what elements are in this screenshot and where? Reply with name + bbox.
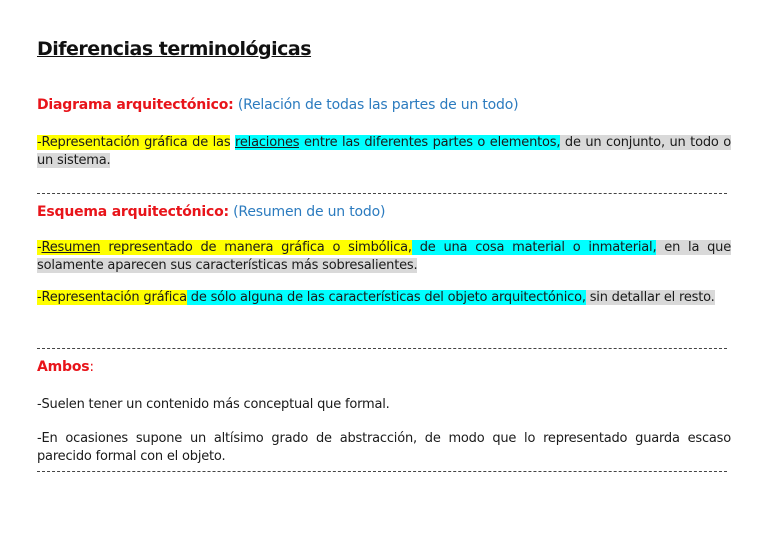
highlight-cyan-text: de una cosa material o inmaterial,	[411, 240, 657, 255]
highlight-yellow-text: -Representación gráfica	[37, 290, 187, 305]
both-term: Ambos	[37, 359, 90, 375]
both-point-1: -Suelen tener un contenido más conceptual que formal.	[37, 397, 390, 412]
dashed-divider	[37, 193, 727, 194]
diagram-definition	[37, 134, 731, 170]
highlight-yellow-text: representado de manera gráfica o simbólica,	[100, 240, 412, 255]
scheme-term: Esquema arquitectónico	[37, 204, 224, 220]
scheme-heading	[37, 204, 385, 220]
highlight-yellow-text: Resumen	[41, 240, 101, 255]
diagram-colon: :	[228, 97, 234, 113]
highlight-cyan-text: entre las diferentes partes o elementos,	[299, 135, 561, 150]
diagram-term: Diagrama arquitectónico	[37, 97, 229, 113]
highlight-cyan-text: relaciones	[235, 135, 300, 150]
both-heading	[37, 359, 94, 375]
highlight-yellow-text: -Representación gráfica de las	[37, 135, 231, 150]
scheme-definition-1	[37, 239, 731, 275]
highlight-gray-text: sin detallar el resto.	[585, 290, 715, 305]
page-title: Diferencias terminológicas	[37, 38, 312, 60]
dashed-divider	[37, 348, 727, 349]
both-point-2: -En ocasiones supone un altísimo grado de abstracción, de modo que lo representado guarda escaso parecido formal con el objeto.	[37, 431, 731, 464]
scheme-definition-2	[37, 289, 731, 307]
diagram-heading	[37, 97, 518, 113]
both-colon: :	[89, 359, 94, 375]
dashed-divider	[37, 471, 727, 472]
highlight-yellow-text: -	[37, 240, 42, 255]
diagram-note: (Relación de todas las partes de un todo)	[233, 97, 519, 113]
scheme-colon: :	[223, 204, 229, 220]
highlight-gray-text: de un conjunto, un todo o un sistema.	[37, 135, 732, 168]
scheme-note: (Resumen de un todo)	[228, 204, 386, 220]
highlight-cyan-text: de sólo alguna de las características del objeto arquitectónico,	[186, 290, 586, 305]
highlight-gray-text: en la que solamente aparecen sus características más sobresalientes.	[37, 240, 731, 273]
